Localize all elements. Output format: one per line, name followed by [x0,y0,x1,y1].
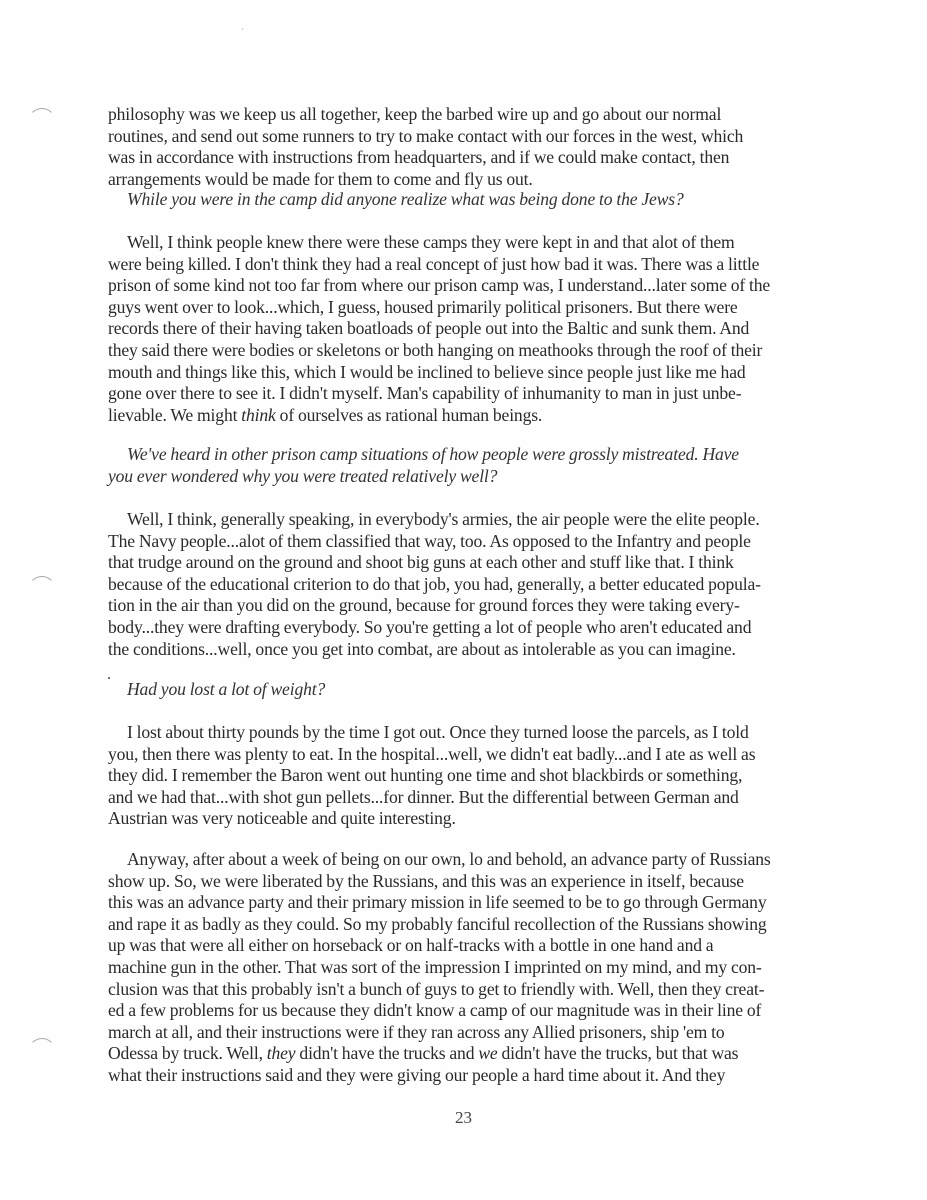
interviewee-answer [108,849,798,1087]
text-line: up was that were all either on horseback or on half-tracks with a bottle in one hand and a [108,935,714,956]
interviewee-answer [108,722,798,830]
interviewer-question [108,189,798,211]
text-line: that trudge around on the ground and shoot big guns at each other and stuff like that. I think [108,552,734,573]
text-line: prison of some kind not too far from where our prison camp was, I understand...later some of the [108,275,771,296]
text-line: records there of their having taken boatloads of people out into the Baltic and sunk them. And [108,318,750,339]
emphasized-word: they [266,1043,296,1064]
scan-artifact [242,28,243,30]
text-line: was in accordance with instructions from headquarters, and if we could make contact, then [108,147,730,168]
text-line: clusion was that this probably isn't a bunch of guys to get to friendly with. Well, then they creat- [108,978,765,999]
text-line: Well, I think people knew there were these camps they were kept in and that alot of them [127,232,735,252]
page-number: 23 [455,1108,472,1127]
interviewee-answer [108,232,798,426]
text-line: routines, and send out some runners to try to make contact with our forces in the west, which [108,125,744,146]
stray-mark: . [107,666,111,683]
interviewer-question [108,444,798,487]
text-line [108,1043,798,1065]
text-line: Austrian was very noticeable and quite interesting. [108,808,456,829]
text-line: you, then there was plenty to eat. In the hospital...well, we didn't eat badly...and I ate as well as [108,743,756,764]
emphasized-word: think [241,404,276,425]
text-line: guys went over to look...which, I guess, housed primarily political prisoners. But there were [108,296,738,317]
text-line: philosophy was we keep us all together, keep the barbed wire up and go about our normal [108,104,722,124]
text-line: We've heard in other prison camp situations of how people were grossly mistreated. Have [127,444,739,464]
text-line: they did. I remember the Baron went out hunting one time and shot blackbirds or something, [108,765,743,786]
text-line: the conditions...well, once you get into combat, are about as intolerable as you can imagine. [108,638,736,659]
text-line: and rape it as badly as they could. So my probably fanciful recollection of the Russians showing [108,913,767,934]
text-line: mouth and things like this, which I would be inclined to believe since people just like me had [108,361,746,382]
text-line: machine gun in the other. That was sort of the impression I imprinted on my mind, and my con- [108,956,762,977]
text-line: this was an advance party and their primary mission in life seemed to be to go through Germany [108,892,767,913]
interviewee-answer [108,104,798,190]
text-line: Anyway, after about a week of being on our own, lo and behold, an advance party of Russians [127,849,771,869]
text-line: tion in the air than you did on the ground, because for ground forces they were taking every- [108,595,740,616]
text-line: Well, I think, generally speaking, in everybody's armies, the air people were the elite people. [127,509,760,529]
text-line: While you were in the camp did anyone realize what was being done to the Jews? [127,189,684,209]
text-line: show up. So, we were liberated by the Russians, and this was an experience in itself, because [108,870,744,891]
text-segment: didn't have the trucks and [295,1043,479,1064]
text-segment: Odessa by truck. Well, [108,1043,267,1064]
text-line: arrangements would be made for them to come and fly us out. [108,168,533,189]
text-line: body...they were drafting everybody. So you're getting a lot of people who aren't educated and [108,616,752,637]
text-line [108,405,798,427]
punch-hole-mark-top [28,108,56,136]
text-segment: lievable. We might [108,404,242,425]
text-segment: didn't have the trucks, but that was [497,1043,739,1064]
text-line: what their instructions said and they were giving our people a hard time about it. And they [108,1064,726,1085]
text-line: they said there were bodies or skeletons or both hanging on meathooks through the roof of their [108,339,763,360]
text-line: ed a few problems for us because they didn't know a camp of our magnitude was in their line of [108,1000,762,1021]
text-line: gone over there to see it. I didn't myself. Man's capability of inhumanity to man in just unbe- [108,383,742,404]
text-line: you ever wondered why you were treated relatively well? [108,465,498,486]
text-line: and we had that...with shot gun pellets...for dinner. But the differential between German and [108,786,739,807]
interviewee-answer [108,509,798,660]
text-line: were being killed. I don't think they had a real concept of just how bad it was. There was a little [108,253,760,274]
text-line: I lost about thirty pounds by the time I got out. Once they turned loose the parcels, as I told [127,722,749,742]
text-segment: of ourselves as rational human beings. [275,404,543,425]
emphasized-word: we [478,1043,498,1064]
text-line: Had you lost a lot of weight? [127,679,326,699]
text-line: because of the educational criterion to do that job, you had, generally, a better educated popula- [108,573,761,594]
punch-hole-mark-bottom [28,1038,56,1066]
text-line: The Navy people...alot of them classified that way, too. As opposed to the Infantry and people [108,530,751,551]
text-line: march at all, and their instructions were if they ran across any Allied prisoners, ship 'em to [108,1021,725,1042]
punch-hole-mark-middle [28,576,56,604]
interviewer-question [108,679,798,701]
